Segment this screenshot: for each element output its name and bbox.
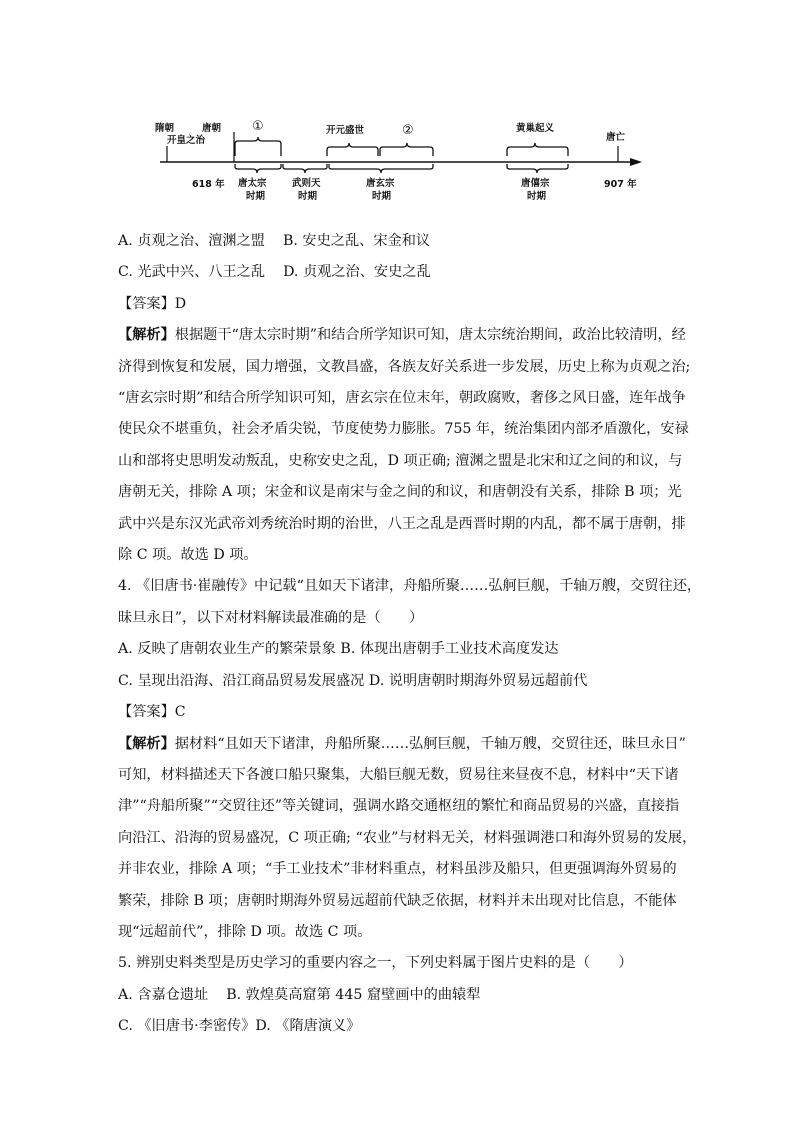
q4-stem-line-1: 4. 《旧唐书·崔融传》中记载“且如天下诸津，舟船所聚……弘舸巨舰，千轴万艘，交贸往还， [118, 578, 702, 595]
timeline-diagram [140, 112, 660, 212]
q4-answer: 【答案】C [118, 704, 186, 721]
q3-analysis-line-7: 武中兴是东汉光武帝刘秀统治时期的治世，八王之乱是西晋时期的内乱，都不属于唐朝，排 [118, 515, 686, 532]
q5-options-ab [118, 980, 678, 1011]
q3-answer: 【答案】D [118, 295, 187, 312]
q3-analysis-line-3: “唐玄宗时期”和结合所学知识可知，唐玄宗在位末年，朝政腐败，奢侈之风日盛，连年战争 [118, 390, 686, 407]
q3-option-a: A. 贞观之治、澶渊之盟 [118, 233, 265, 249]
q3-analysis-text: 根据题干“唐太宗时期”和结合所学知识可知，唐太宗统治期间，政治比较清明，经 [174, 327, 686, 344]
q3-analysis-label: 【解析】 [118, 327, 175, 344]
label-xuanzong-period: 时期 [372, 191, 392, 202]
q4-analysis-line-5: 并非农业，排除 A 项；“手工业技术”非材料重点，材料虽涉及船只，但更强调海外贸易的 [118, 861, 677, 878]
q3-analysis-line-8: 除 C 项。故选 D 项。 [118, 547, 258, 564]
q4-analysis-line-4: 向沿江、沿海的贸易盛况，C 项正确; “农业”与材料无关，材料强调港口和海外贸易的发展， [118, 829, 697, 846]
q5-options-cd: C. 《旧唐书·李密传》D. 《隋唐演义》 [118, 1018, 361, 1035]
q5-option-b: B. 敦煌莫高窟第 445 窟壁画中的曲辕犁 [226, 986, 481, 1003]
q3-option-d: D. 贞观之治、安史之乱 [283, 264, 431, 281]
label-circle-1: ① [252, 119, 264, 134]
document-body [118, 226, 702, 1043]
label-xizong-period: 时期 [527, 191, 547, 202]
q4-analysis-line-6: 繁荣，排除 B 项；唐朝时期海外贸易远超前代缺乏依据，材料并未出现对比信息，不能体 [118, 892, 677, 909]
label-year-618: 618 年 [192, 179, 225, 190]
label-year-907: 907 年 [604, 179, 637, 190]
label-tang: 唐朝 [202, 123, 222, 134]
q3-analysis-line-6: 唐朝无关，排除 A 项；宋金和议是南宋与金之间的和议，和唐朝没有关系，排除 B 项；光 [118, 484, 682, 501]
label-circle-2: ② [402, 123, 414, 138]
q4-analysis-line-2: 可知，材料描述天下各渡口船只聚集，大船巨舰无数，贸易往来昼夜不息，材料中“天下诸 [118, 766, 679, 783]
label-huangchao: 黄巢起义 [516, 123, 555, 134]
q4-options-ab: A. 反映了唐朝农业生产的繁荣景象 B. 体现出唐朝手工业技术高度发达 [118, 641, 559, 658]
q3-analysis-line-5: 山和部将史思明发动叛乱，史称安史之乱，D 项正确; 澶渊之盟是北宋和辽之间的和议，与 [118, 452, 683, 469]
label-xuanzong: 唐玄宗 [366, 178, 395, 189]
label-kaihuang: 开皇之治 [167, 135, 206, 146]
brace-top-kaiyuan [327, 143, 378, 156]
label-xizong: 唐僖宗 [521, 178, 550, 189]
q4-options-cd: C. 呈现出沿海、沿江商品贸易发展盛况 D. 说明唐朝时期海外贸易远超前代 [118, 672, 588, 689]
brace-top-1 [235, 137, 281, 156]
q4-analysis-line-3: 津”“舟船所聚”“交贸往还”等关键词，强调水路交通枢纽的繁忙和商品贸易的兴盛，直接指 [118, 798, 680, 815]
label-taizong-period: 时期 [246, 191, 266, 202]
label-taizong: 唐太宗 [238, 178, 267, 189]
label-sui: 隋朝 [155, 123, 175, 134]
q3-option-b: B. 安史之乱、宋金和议 [282, 233, 431, 249]
q3-options-cd [118, 257, 678, 288]
brace-bottom-xizong [507, 164, 568, 173]
q3-analysis-line-4: 使民众不堪重负，社会矛盾尖锐，节度使势力膨胀。755 年，统治集团内部矛盾激化，安禄 [118, 421, 689, 438]
q3-analysis-line-2: 济得到恢复和发展，国力增强，文教昌盛，各族友好关系进一步发展，历史上称为贞观之治; [118, 358, 691, 375]
q4-analysis-line-7: 现“远超前代”，排除 D 项。故选 C 项。 [118, 923, 372, 940]
q5-stem: 5. 辨别史料类型是历史学习的重要内容之一，下列史料属于图片史料的是（ ） [118, 955, 633, 972]
label-wuzetian: 武则天 [292, 178, 321, 189]
q3-analysis-line-1 [118, 320, 686, 351]
label-kaiyuan: 开元盛世 [326, 125, 365, 136]
brace-bottom-taizong [235, 164, 281, 173]
timeline-arrow [630, 158, 642, 166]
q4-analysis-label: 【解析】 [118, 735, 175, 752]
label-wuzetian-period: 时期 [298, 191, 318, 202]
q5-option-a: A. 含嘉仓遗址 [118, 986, 209, 1003]
label-tang-end: 唐亡 [606, 132, 626, 143]
q4-stem-line-2: 昧旦永日”，以下对材料解读最准确的是（ ） [118, 609, 424, 626]
brace-bottom-xuanzong [329, 164, 433, 173]
q3-option-c: C. 光武中兴、八王之乱 [118, 264, 266, 281]
brace-top-huangchao [507, 143, 568, 156]
q4-analysis-text: 据材料“且如天下诸津，舟船所聚……弘舸巨舰，千轴万艘，交贸往还，昧旦永日” [174, 735, 686, 752]
brace-top-2 [380, 143, 433, 156]
q4-analysis-line-1 [118, 729, 686, 760]
brace-bottom-wuzetian [283, 164, 327, 173]
q3-options-ab [118, 226, 678, 257]
